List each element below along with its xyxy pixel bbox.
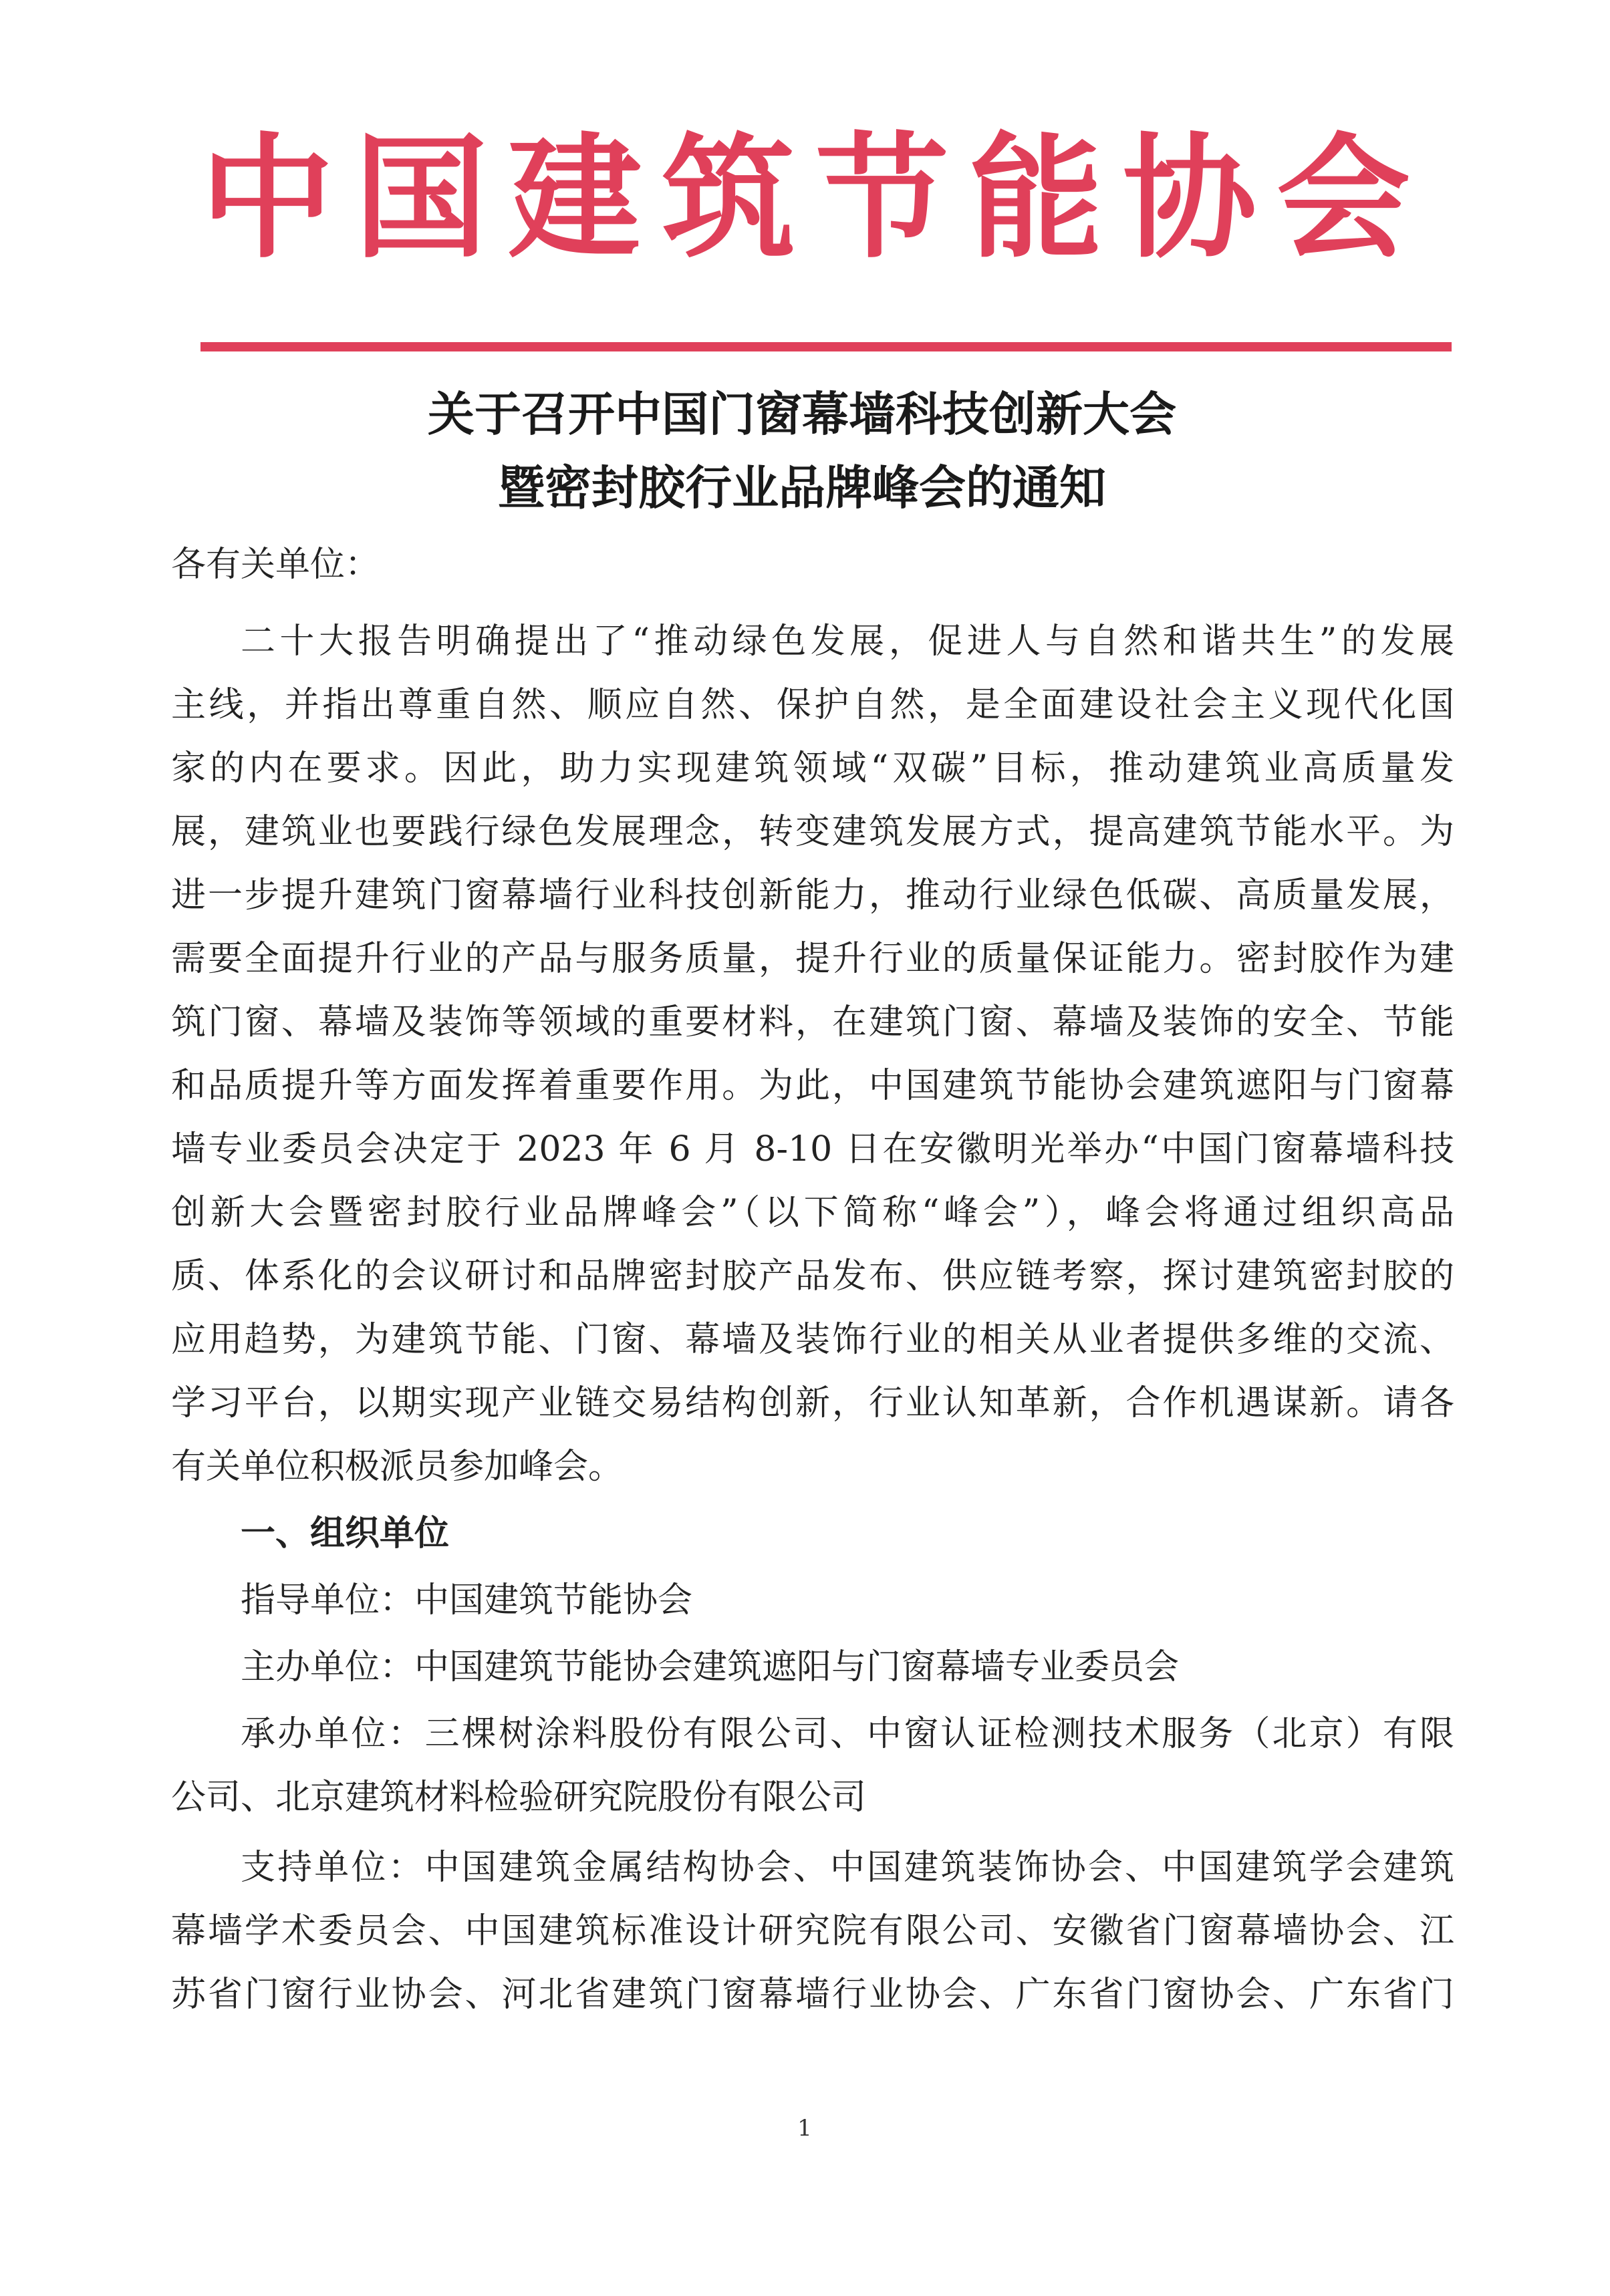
notice-title-line-2: 暨密封胶行业品牌峰会的通知 <box>498 460 1106 515</box>
body-line: 质、体系化的会议研讨和品牌密封胶产品发布、供应链考察，探讨建筑密封胶的 <box>171 1256 1454 1296</box>
support-unit-line-2: 幕墙学术委员会、中国建筑标准设计研究院有限公司、安徽省门窗幕墙协会、江 <box>171 1911 1454 1951</box>
body-line: 学习平台，以期实现产业链交易结构创新，行业认知革新，合作机遇谋新。请各 <box>171 1383 1454 1423</box>
body-line: 主线，并指出尊重自然、顺应自然、保护自然，是全面建设社会主义现代化国 <box>171 685 1454 725</box>
body-line: 家的内在要求。因此，助力实现建筑领域“双碳”目标，推动建筑业高质量发 <box>171 748 1454 788</box>
body-line: 筑门窗、幕墙及装饰等领域的重要材料，在建筑门窗、幕墙及装饰的安全、节能 <box>171 1002 1454 1042</box>
page-number: 1 <box>797 2115 812 2142</box>
support-unit-line-1: 支持单位：中国建筑金属结构协会、中国建筑装饰协会、中国建筑学会建筑 <box>241 1848 1454 1888</box>
body-line: 进一步提升建筑门窗幕墙行业科技创新能力，推动行业绿色低碳、高质量发展， <box>171 875 1454 915</box>
body-line: 墙专业委员会决定于 2023 年 6 月 8-10 日在安徽明光举办“中国门窗幕墙科技 <box>171 1129 1454 1169</box>
letterhead-red-rule <box>200 342 1452 351</box>
host-unit: 主办单位：中国建筑节能协会建筑遮阳与门窗幕墙专业委员会 <box>241 1647 1180 1687</box>
organizer-unit-line-2: 公司、北京建筑材料检验研究院股份有限公司 <box>171 1777 867 1818</box>
support-unit-line-3: 苏省门窗行业协会、河北省建筑门窗幕墙行业协会、广东省门窗协会、广东省门 <box>171 1975 1454 2015</box>
body-line: 和品质提升等方面发挥着重要作用。为此，中国建筑节能协会建筑遮阳与门窗幕 <box>171 1066 1454 1106</box>
body-line: 创新大会暨密封胶行业品牌峰会”（以下简称“峰会”），峰会将通过组织高品 <box>171 1193 1454 1233</box>
notice-title-line-1: 关于召开中国门窗幕墙科技创新大会 <box>428 387 1176 442</box>
guide-unit: 指导单位：中国建筑节能协会 <box>241 1580 693 1620</box>
section-heading-organizers: 一、组织单位 <box>241 1514 450 1554</box>
body-line: 二十大报告明确提出了“推动绿色发展，促进人与自然和谐共生”的发展 <box>241 621 1454 662</box>
body-line: 展，建筑业也要践行绿色发展理念，转变建筑发展方式，提高建筑节能水平。为 <box>171 812 1454 852</box>
body-line: 有关单位积极派员参加峰会。 <box>171 1447 624 1487</box>
letterhead-title: 中国建筑节能协会 <box>200 121 1431 277</box>
salutation: 各有关单位： <box>171 545 380 585</box>
organizer-unit-line-1: 承办单位：三棵树涂料股份有限公司、中窗认证检测技术服务（北京）有限 <box>241 1714 1454 1754</box>
body-line: 需要全面提升行业的产品与服务质量，提升行业的质量保证能力。密封胶作为建 <box>171 939 1454 979</box>
body-line: 应用趋势，为建筑节能、门窗、幕墙及装饰行业的相关从业者提供多维的交流、 <box>171 1320 1454 1360</box>
